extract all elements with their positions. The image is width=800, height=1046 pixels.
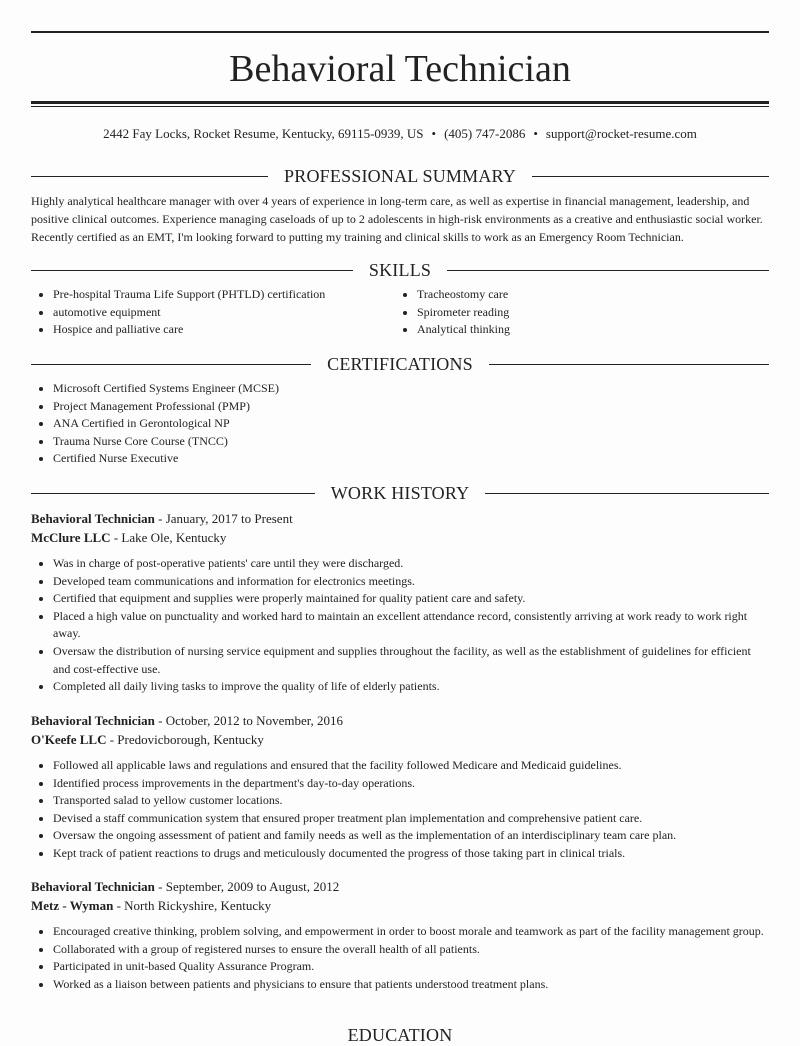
skill-item: • Analytical thinking xyxy=(417,321,757,339)
skill-item: • automotive equipment xyxy=(53,304,393,322)
resume-name: Behavioral Technician xyxy=(229,48,571,90)
job-bullet: • Was in charge of post-operative patients' care until they were discharged. xyxy=(53,555,769,573)
job-title: Behavioral Technician xyxy=(31,511,155,526)
job-bullet: • Certified that equipment and supplies were properly maintained for quality patient care and safety. xyxy=(53,590,769,608)
job-location: - Predovicborough, Kentucky xyxy=(106,732,264,747)
section-heading-certifications xyxy=(31,353,769,375)
contact-phone: (405) 747-2086 xyxy=(444,126,526,141)
skill-item: • Tracheostomy care xyxy=(417,286,757,304)
heading-rule xyxy=(489,364,769,365)
job-bullet: • Followed all applicable laws and regulations and ensured that the facility followed Medicare and Medicaid guidelines. xyxy=(53,757,769,775)
contact-line xyxy=(31,125,769,143)
heading-rule xyxy=(31,176,268,177)
job-dates: - January, 2017 to Present xyxy=(154,511,293,526)
skill-item: • Hospice and palliative care xyxy=(53,321,393,339)
section-title: EDUCATION xyxy=(347,1025,453,1045)
section-heading-skills xyxy=(31,259,769,281)
job-company: McClure LLC xyxy=(31,530,111,545)
job-company-line xyxy=(31,897,769,915)
skills-list-right xyxy=(395,286,757,339)
job-company-line xyxy=(31,731,769,749)
skills-list-left xyxy=(31,286,393,339)
skill-item: • Spirometer reading xyxy=(417,304,757,322)
job-dates: - September, 2009 to August, 2012 xyxy=(154,879,340,894)
job-company-line xyxy=(31,529,769,547)
job-title: Behavioral Technician xyxy=(31,879,155,894)
job-dates: - October, 2012 to November, 2016 xyxy=(154,713,344,728)
summary-text: Highly analytical healthcare manager with over 4 years of experience in long-term care, as well as expertise in financial management, leadership, and positive clinical outcomes. Experience managing caseloads of up to 2 adolescents in high-risk environments as a creative and enthusiastic social worker. Recently certified as an EMT, I'm looking forward to putting my training and clinical skills to work as an Emergency Room Technician. xyxy=(31,194,763,244)
section-title: PROFESSIONAL SUMMARY xyxy=(284,166,516,186)
job-company: O'Keefe LLC xyxy=(31,732,107,747)
job-bullet: • Oversaw the distribution of nursing service equipment and supplies throughout the facility, as well as the establishment of guidelines for efficient and cost-effective use. xyxy=(53,643,769,678)
certification-item: • Project Management Professional (PMP) xyxy=(53,398,769,416)
job-title-line xyxy=(31,510,769,528)
job-bullet: • Oversaw the ongoing assessment of patient and family needs as well as the implementation of an interdisciplinary team care plan. xyxy=(53,827,769,845)
header-rule-thin xyxy=(31,106,769,107)
contact-separator: • xyxy=(533,126,538,141)
job-location: - Lake Ole, Kentucky xyxy=(110,530,227,545)
contact-email: support@rocket-resume.com xyxy=(545,126,697,141)
job-bullets xyxy=(31,555,769,696)
skill-item: • Pre-hospital Trauma Life Support (PHTLD) certification xyxy=(53,286,393,304)
job-title-line xyxy=(31,878,769,896)
heading-rule xyxy=(447,270,769,271)
certification-item: • Trauma Nurse Core Course (TNCC) xyxy=(53,433,769,451)
job-bullet: • Collaborated with a group of registered nurses to ensure the overall health of all patients. xyxy=(53,941,769,959)
job-title-line xyxy=(31,712,769,730)
heading-rule xyxy=(532,176,769,177)
job-title: Behavioral Technician xyxy=(31,713,155,728)
certification-item: • Microsoft Certified Systems Engineer (MCSE) xyxy=(53,380,769,398)
contact-separator: • xyxy=(431,126,437,141)
section-title: WORK HISTORY xyxy=(330,483,470,503)
heading-rule xyxy=(31,270,353,271)
job-bullets xyxy=(31,923,769,993)
top-rule xyxy=(31,31,769,33)
job-bullet: • Encouraged creative thinking, problem solving, and empowerment in order to boost morale and teamwork as part of the facility management group. xyxy=(53,923,769,941)
job-bullet: • Participated in unit-based Quality Assurance Program. xyxy=(53,958,769,976)
section-title: CERTIFICATIONS xyxy=(327,354,473,374)
contact-address: 2442 Fay Locks, Rocket Resume, Kentucky, 69115-0939, US xyxy=(103,126,424,141)
section-heading-work-history xyxy=(31,482,769,504)
job-company: Metz - Wyman xyxy=(31,898,114,913)
heading-rule xyxy=(31,493,315,494)
job-bullet: • Kept track of patient reactions to drugs and meticulously documented the progress of those taking part in clinical trials. xyxy=(53,845,769,863)
job-bullet: • Identified process improvements in the department's day-to-day operations. xyxy=(53,775,769,793)
section-title: SKILLS xyxy=(368,260,432,280)
job-location: - North Rickyshire, Kentucky xyxy=(113,898,272,913)
certifications-list xyxy=(31,380,769,468)
job-bullets xyxy=(31,757,769,863)
job-bullet: • Devised a staff communication system that ensured proper treatment plan implementation and comprehensive patient care. xyxy=(53,810,769,828)
header-rule-thick xyxy=(31,101,769,104)
job-bullet: • Transported salad to yellow customer locations. xyxy=(53,792,769,810)
section-heading-education xyxy=(31,1024,769,1046)
certification-item: • Certified Nurse Executive xyxy=(53,450,769,468)
job-bullet: • Completed all daily living tasks to improve the quality of life of elderly patients. xyxy=(53,678,769,696)
job-bullet: • Developed team communications and information for electronics meetings. xyxy=(53,573,769,591)
job-bullet: • Worked as a liaison between patients and physicians to ensure that patients understood treatment plans. xyxy=(53,976,769,994)
heading-rule xyxy=(485,493,769,494)
job-bullet: • Placed a high value on punctuality and worked hard to maintain an excellent attendance record, consistently arriving at work ready to work right away. xyxy=(53,608,769,643)
certification-item: • ANA Certified in Gerontological NP xyxy=(53,415,769,433)
heading-rule xyxy=(31,364,311,365)
section-heading-summary xyxy=(31,165,769,187)
